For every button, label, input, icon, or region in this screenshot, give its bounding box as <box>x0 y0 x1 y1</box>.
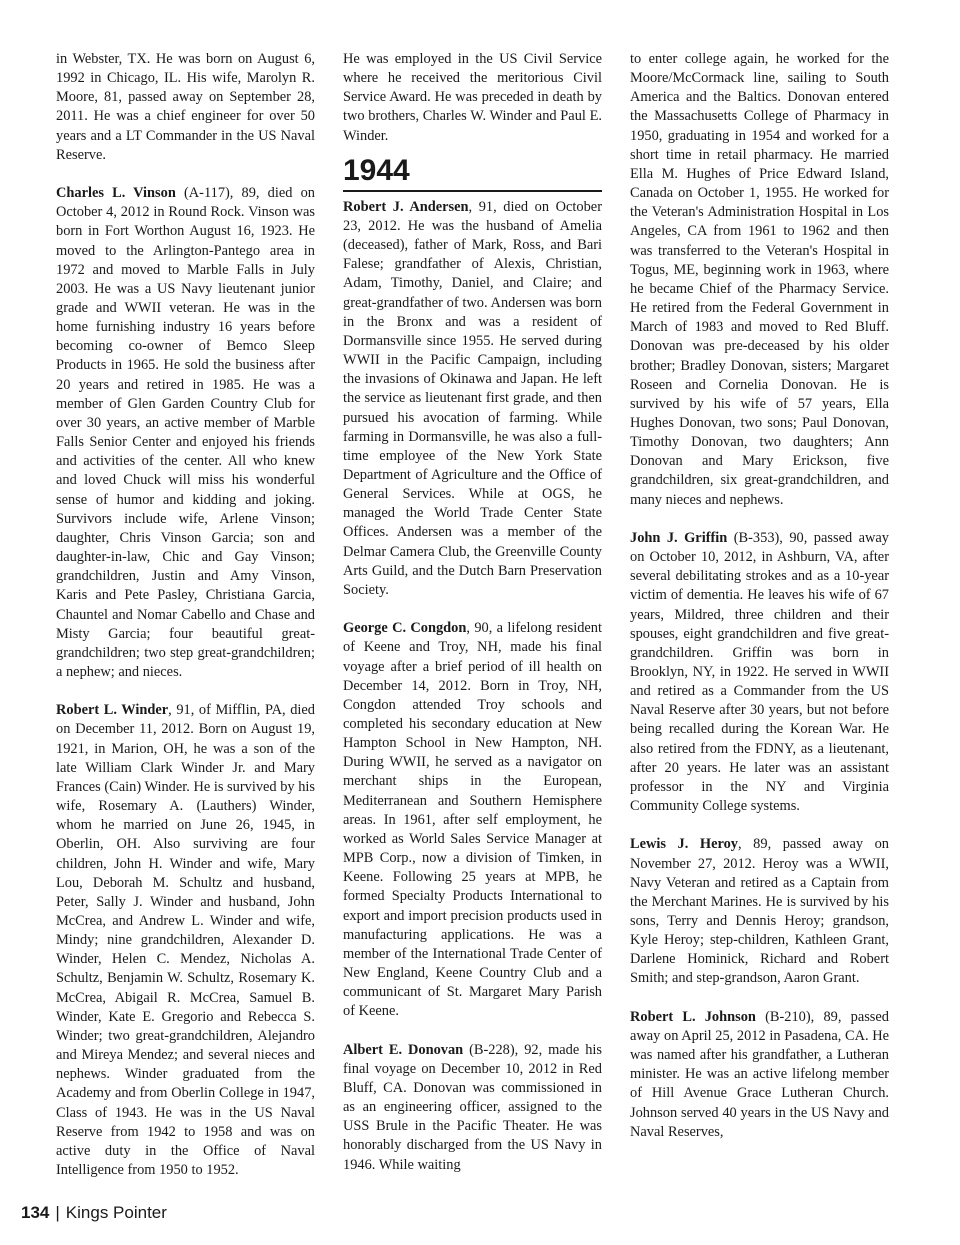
column-left <box>56 50 315 1180</box>
obituary-name: John J. Griffin <box>630 529 728 546</box>
obituary-name: Robert J. Andersen <box>343 198 469 215</box>
column-middle <box>343 50 602 1175</box>
obituary-text: (B-210), 89, passed away on April 25, 2012 in Pasadena, CA. He was named after his grandfather, a Lutheran minister. He was an active lifelong member of Hill Avenue Grace Lutheran Church. Johnson served 40 years in the US Navy and Naval Reserves, <box>630 1008 889 1140</box>
obituary-continued: to enter college again, he worked for the Moore/McCormack line, sailing to South America and the Baltics. Donovan entered the Massachusetts College of Pharmacy in 1950, graduating in 1954 and worked for a short time in retail pharmacy. He married Ella M. Hughes of Price Edward Island, Canada on October 1, 1955. He worked for the Veteran's Administration Hospital in Los Angeles, CA from 1961 to 1962 and then was transferred to the Veteran's Hospital in Togus, ME, beginning work in 1963, where he became Chief of the Pharmacy Service. He retired from the Federal Government in March of 1983 and moved to Red Bluff. Donovan was pre-deceased by his older brother; Bradley Donovan, sisters; Margaret Roseen and Cornelia Donovan. He is survived by his wife of 57 years, Ella Hughes Donovan, two sons; Paul Donovan, Timothy Donovan, two daughters; Ann Donovan and Mary Erickson, five grandchildren, six great-grandchildren, and many nieces and nephews. <box>630 51 889 508</box>
obituary-continued: in Webster, TX. He was born on August 6, 1992 in Chicago, IL. His wife, Marolyn R. Moore, 81, passed away on September 28, 2011. He was a chief engineer for over 50 years and a LT Commander in the US Naval Reserve. <box>56 51 315 163</box>
obituary-entry <box>630 835 889 988</box>
obituary-name: George C. Congdon <box>343 620 467 637</box>
column-right <box>630 50 889 1142</box>
publication-title: Kings Pointer <box>65 1203 167 1222</box>
obituary-text: , 90, a lifelong resident of Keene and Troy, NH, made his final voyage after a brief period of ill health on December 14, 2012. Born in Troy, NH, Congdon attended Troy schools and completed his secondary education at New Hampton School in New Hampton, NH. During WWII, he served as a navigator on merchant ships in the European, Mediterranean and Southern Hemisphere areas. In 1961, after self employment, he worked as World Sales Service Manager at MPB Corp., now a division of Timken, in Keene. Following 25 years at MPB, he formed Specialty Products International to export and import precision products used in manufacturing applications. He was a member of the International Trade Center of New England, Keene Country Club and a communicant of St. Margaret Mary Parish of Keene. <box>343 620 602 1020</box>
obituary-entry <box>630 1008 889 1142</box>
obituary-text: , 91, died on October 23, 2012. He was the husband of Amelia (deceased), father of Mark, Ross, and Bari Falese; grandfather of Alexis, Christian, Adam, Timothy, Daniel, and Claire; and great-grandfather of two. Andersen was born in the Bronx and was a resident of Dormansville since 1955. He served during WWII in the Pacific Campaign, including the invasions of Okinawa and Japan. He left the service as lieutenant first grade, and then pursued his avocation of farming. While farming in Dormansville, he was also a full-time employee of the New York State Department of Agriculture and the Office of General Services. While at OGS, he managed the World Trade Center State Offices. Andersen was a member of the Delmar Camera Club, the Greenville County Arts Guild, and the Dutch Barn Preservation Society. <box>343 198 602 598</box>
page-number: 134 <box>21 1203 50 1222</box>
obituary-name: Robert L. Winder <box>56 702 169 719</box>
obituary-entry <box>343 1041 602 1175</box>
obituary-text: , 91, of Mifflin, PA, died on December 11, 2012. Born on August 19, 1921, in Marion, OH, he was a son of the late William Clark Winder Jr. and Mary Frances (Cain) Winder. He is survived by his wife, Rosemary A. (Lauthers) Winder, whom he married on June 26, 1945, in Oberlin, OH. Also surviving are four children, John H. Winder and wife, Mary Lou, Deborah M. Schultz and husband, Peter, Sally J. Winder and husband, John McCrea, and Andrew L. Winder and wife, Mindy; nine grandchildren, Alexander D. Winder, Helen C. Mendez, Nicholas A. Schultz, Benjamin W. Schultz, Rosemary K. McCrea, Abigail R. McCrea, Samuel B. Winder, Kate E. Gregorio and Rebecca S. Winder; two great-grandchildren, Alejandro and Mireya Mendez; and several nieces and nephews. Winder graduated from the Academy and from Oberlin College in 1947, Class of 1943. He was in the US Naval Reserve from 1942 to 1958 and was on active duty in the Office of Naval Intelligence from 1950 to 1952. <box>56 702 315 1179</box>
obituary-name: Lewis J. Heroy <box>630 836 739 853</box>
page-footer <box>21 1203 167 1223</box>
obituary-name: Charles L. Vinson <box>56 185 176 202</box>
section-year-heading: 1944 <box>343 154 602 192</box>
obituary-entry <box>56 184 315 682</box>
obituary-text: (B-228), 92, made his final voyage on December 10, 2012 in Red Bluff, CA. Donovan was commissioned in as an engineering officer, assigned to the USS Brule in the Pacific Theater. He was honorably discharged from the US Navy in 1946. While waiting <box>343 1041 602 1173</box>
obituary-name: Albert E. Donovan <box>343 1041 464 1058</box>
obituary-entry <box>343 198 602 600</box>
obituary-continued: He was employed in the US Civil Service where he received the meritorious Civil Service Award. He was preceded in death by two brothers, Charles W. Winder and Paul E. Winder. <box>343 51 602 144</box>
footer-separator: | <box>55 1203 60 1222</box>
obituary-text: (B-353), 90, passed away on October 10, 2012, in Ashburn, VA, after several debilitating strokes and as a 10-year victim of dementia. He leaves his wife of 67 years, Mildred, three children and their spouses, eight grandchildren and five great-grandchildren. Griffin was born in Brooklyn, NY, in 1922. He served in WWII and retired as a Commander from the US Naval Reserve after 30 years, but not before being recalled during the Korean War. He also retired from the FDNY, as a lieutenant, after 20 years. He later was an assistant professor in the NY and Virginia Community College systems. <box>630 529 889 815</box>
obituary-text: , 89, passed away on November 27, 2012. Heroy was a WWII, Navy Veteran and retired as a Captain from the Merchant Marines. He is survived by his sons, Terry and Dennis Heroy; grandson, Kyle Heroy; step-children, Kathleen Grant, Darlene Hominick, Richard and Robert Smith; and step-grandson, Aaron Grant. <box>630 836 889 987</box>
obituary-text: (A-117), 89, died on October 4, 2012 in Round Rock. Vinson was born in Fort Worthon August 16, 1923. He moved to the Arlington-Pantego area in 1972 and moved to Marble Falls in July 2003. He was a US Navy lieutenant junior grade and WWII veteran. He was in the home furnishing industry 16 years before becoming co-owner of Bemco Sleep Products in 1965. He sold the business after 20 years and retired in 1985. He was a member of Glen Garden Country Club for over 30 years, an active member of Marble Falls Senior Center and enjoyed his friends and activities of the center. All who knew and loved Chuck will miss his wonderful sense of humor and kidding and joking. Survivors include wife, Arlene Vinson; daughter, Chris Vinson Garcia; son and daughter-in-law, Chic and Gay Vinson; grandchildren, Justin and Amy Vinson, Karis and Pete Pasley, Christiana Garcia, Chauntel and Nomar Cabello and Chase and Misty Garcia; four beautiful great-grandchildren; two step great-grandchildren; a nephew; and nieces. <box>56 185 315 680</box>
obituary-entry <box>630 529 889 816</box>
obituary-name: Robert L. Johnson <box>630 1008 756 1025</box>
obituary-entry <box>343 619 602 1021</box>
obituary-entry <box>56 701 315 1180</box>
